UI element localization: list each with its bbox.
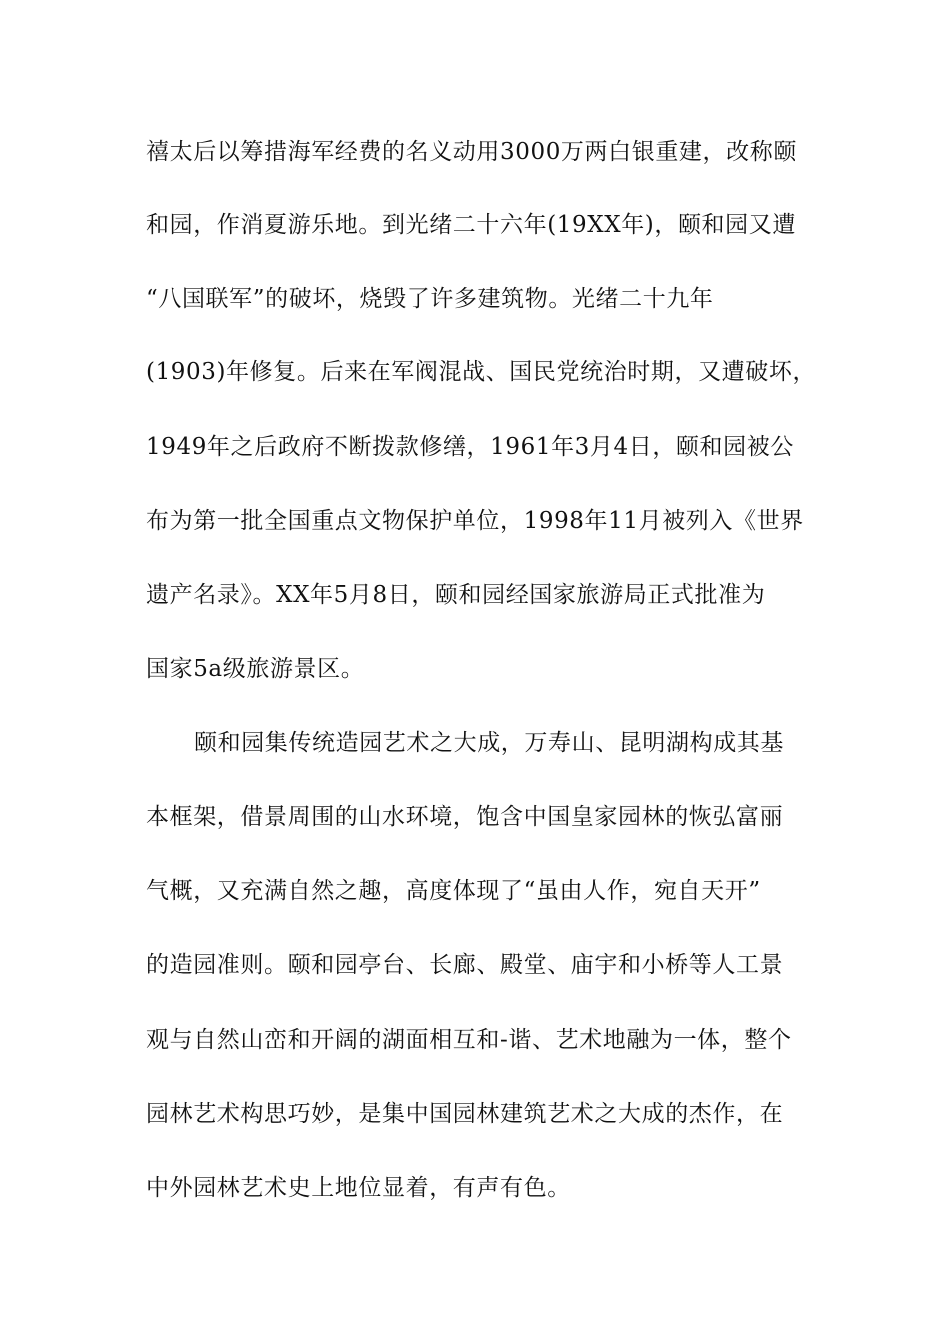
paragraph-2-line-1: 颐和园集传统造园艺术之大成，万寿山、昆明湖构成其基: [194, 730, 784, 756]
paragraph-2-line-5: 观与自然山峦和开阔的湖面相互和-谐、艺术地融为一体，整个: [146, 1027, 792, 1053]
paragraph-1-line-2: 和园，作消夏游乐地。到光绪二十六年(19XX年)，颐和园又遭: [146, 212, 796, 238]
paragraph-1-line-3: “八国联军”的破坏，烧毁了许多建筑物。光绪二十九年: [146, 286, 714, 312]
paragraph-1-line-5: 1949年之后政府不断拨款修缮，1961年3月4日，颐和园被公: [146, 434, 794, 460]
paragraph-1-line-6: 布为第一批全国重点文物保护单位，1998年11月被列入《世界: [146, 508, 804, 534]
paragraph-1-line-7: 遗产名录》。XX年5月8日，颐和园经国家旅游局正式批准为: [146, 582, 766, 608]
paragraph-2-line-3: 气概，又充满自然之趣，高度体现了“虽由人作，宛自天开”: [146, 878, 761, 904]
paragraph-1-line-4: (1903)年修复。后来在军阀混战、国民党统治时期，又遭破坏，: [146, 359, 817, 385]
paragraph-2-line-4: 的造园准则。颐和园亭台、长廊、殿堂、庙宇和小桥等人工景: [146, 952, 784, 978]
paragraph-2-line-7: 中外园林艺术史上地位显着，有声有色。: [146, 1175, 571, 1201]
paragraph-2-line-6: 园林艺术构思巧妙，是集中国园林建筑艺术之大成的杰作，在: [146, 1101, 784, 1127]
paragraph-2-line-2: 本框架，借景周围的山水环境，饱含中国皇家园林的恢弘富丽: [146, 804, 784, 830]
paragraph-1-line-8: 国家5a级旅游景区。: [146, 656, 365, 682]
paragraph-1-line-1: 禧太后以筹措海军经费的名义动用3000万两白银重建，改称颐: [146, 139, 797, 165]
